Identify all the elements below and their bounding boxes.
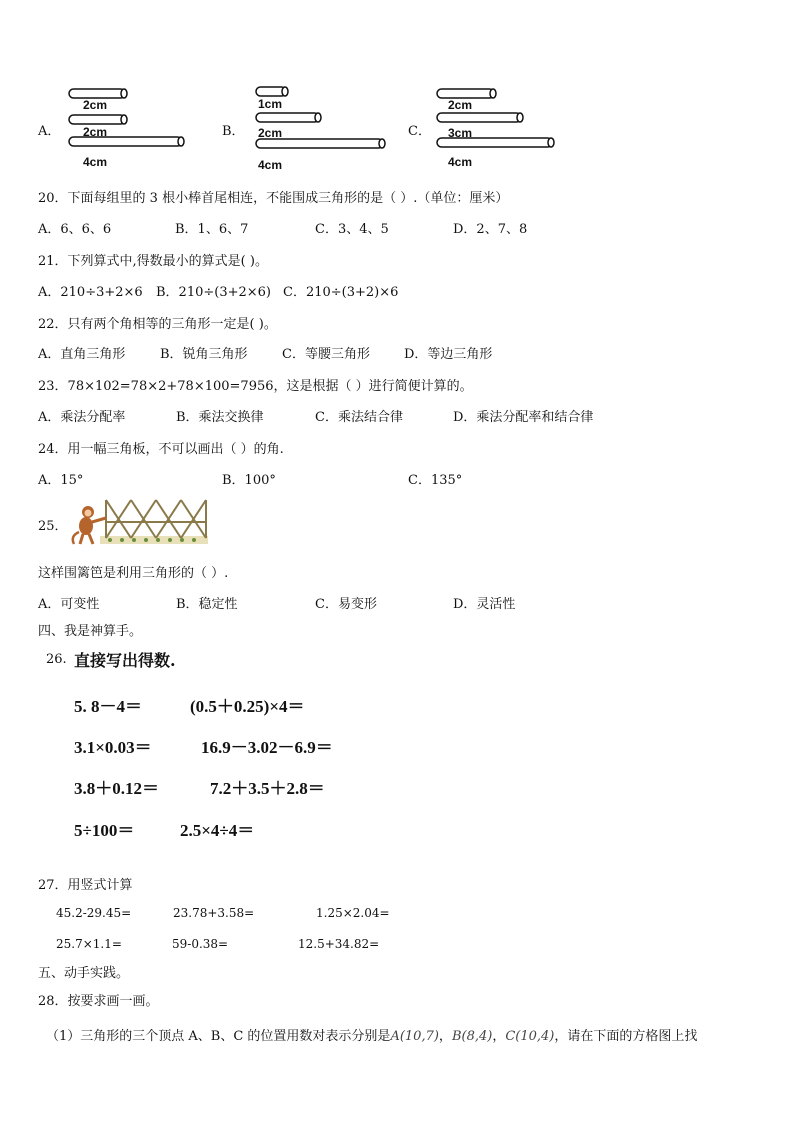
stick-b2 [256,113,319,122]
q20-option-a[interactable]: A．6、6、6 [38,222,112,237]
stick-a2 [69,115,125,124]
q25-number: 25． [38,519,68,534]
q24-text: 24．用一幅三角板，不可以画出（ ）的角. [38,442,284,457]
stick-c3-end [548,138,554,147]
q25-option-b[interactable]: B．稳定性 [176,597,238,612]
q28-sub1-end: ，请在下面的方格图上找 [554,1029,698,1044]
stick-b1-end [282,87,288,96]
stick-b3-end [379,139,385,148]
q20-option-b[interactable]: B．1、6、7 [175,222,249,237]
q28-text: 28．按要求画一画。 [38,994,159,1009]
q27-row2-col3: 12.5+34.82= [298,937,380,951]
stick-a2-end [121,115,127,124]
q28-point-b: B(8,4) [451,1029,493,1044]
q21-option-a[interactable]: A．210÷3+2×6 [38,285,143,300]
q22-text: 22．只有两个角相等的三角形一定是( )。 [38,317,277,332]
q23-text: 23．78×102=78×2+78×100=7956，这是根据（ ）进行简便计算的。 [38,379,473,394]
q19-a-label-3: 4cm [83,155,108,169]
stick-b2-end [315,113,321,122]
q23-option-d[interactable]: D．乘法分配率和结合律 [453,410,594,425]
q27-row1-col2: 23.78+3.58= [173,906,255,920]
fence-lattice [106,500,206,538]
q20-option-c[interactable]: C．3、4、5 [315,222,389,237]
q28-point-c: C(10,4) [505,1029,555,1044]
q23-option-c[interactable]: C．乘法结合律 [315,410,403,425]
q19-b-label-2: 2cm [258,126,283,140]
q27-row2-col2: 59-0.38= [172,937,229,951]
q25-option-a[interactable]: A．可变性 [38,597,100,612]
q26-row4-right: 2.5×4÷4＝ [180,821,255,840]
q26-row3-right: 7.2＋3.5＋2.8＝ [210,779,325,798]
q27-text: 27．用竖式计算 [38,878,133,893]
q24-option-a[interactable]: A．15° [38,473,84,488]
q26-row4-left: 5÷100＝ [74,821,135,840]
q24-option-b[interactable]: B．100° [222,473,276,488]
q20-text: 20．下面每组里的 3 根小棒首尾相连，不能围成三角形的是（ ）.（单位：厘米） [38,191,509,206]
stick-c1 [437,89,494,98]
q19-option-c-letter: C． [408,124,431,139]
q22-option-a[interactable]: A．直角三角形 [38,347,126,362]
section-5-heading: 五、动手实践。 [38,966,130,981]
q24-option-c[interactable]: C．135° [408,473,463,488]
q19-c-label-1: 2cm [448,98,473,112]
q19-a-label-2: 2cm [83,125,108,139]
stick-a1 [69,89,125,98]
q22-option-c[interactable]: C．等腰三角形 [282,347,370,362]
q26-row1-left: 5. 8－4＝ [74,697,142,716]
fence-ground [100,536,208,544]
q19-option-b-letter: B． [222,124,245,139]
q25-option-d[interactable]: D．灵活性 [453,597,516,612]
stick-b3 [256,139,383,148]
q28-sep-2: ， [492,1029,506,1044]
q19-c-label-2: 3cm [448,126,473,140]
q27-row1-col1: 45.2-29.45= [56,906,132,920]
q21-option-b[interactable]: B．210÷(3+2×6) [156,285,272,300]
q27-row1-col3: 1.25×2.04= [316,906,390,920]
q28-sub1-start: （1）三角形的三个顶点 A、B、C 的位置用数对表示分别是 [46,1029,391,1044]
stick-c2 [437,113,521,122]
q19-option-a-letter: A． [38,124,61,139]
q21-option-c[interactable]: C．210÷(3+2)×6 [283,285,399,300]
section-4-heading: 四、我是神算手。 [38,624,143,639]
fence-illustration-image [66,492,212,552]
q19-c-label-3: 4cm [448,155,473,169]
stick-c2-end [517,113,523,122]
q26-number: 26. [46,652,67,667]
stick-c1-end [490,89,496,98]
q26-title: 直接写出得数. [74,651,176,670]
q26-row1-right: (0.5＋0.25)×4＝ [190,697,305,716]
q19-b-label-1: 1cm [258,97,283,111]
q25-option-c[interactable]: C．易变形 [315,597,377,612]
q28-sub1 [46,1025,697,1044]
q22-option-d[interactable]: D．等边三角形 [404,347,493,362]
stick-a3-end [178,137,184,146]
q22-option-b[interactable]: B．锐角三角形 [160,347,248,362]
q19-b-label-3: 4cm [258,158,283,172]
q21-text: 21．下列算式中,得数最小的算式是( )。 [38,254,268,269]
q27-row2-col1: 25.7×1.1= [56,937,122,951]
q26-row3-left: 3.8＋0.12＝ [74,779,159,798]
q26-row2-left: 3.1×0.03＝ [74,738,152,757]
q28-sep-1: ， [438,1029,452,1044]
q25-text: 这样围篱笆是利用三角形的（ ）. [38,566,229,581]
q23-option-a[interactable]: A．乘法分配率 [38,410,126,425]
q28-point-a: A(10,7) [390,1029,439,1044]
q26-row2-right: 16.9－3.02－6.9＝ [201,738,333,757]
q20-option-d[interactable]: D．2、7、8 [453,222,528,237]
stick-a1-end [121,89,127,98]
q19-a-label-1: 2cm [83,98,108,112]
q23-option-b[interactable]: B．乘法交换律 [176,410,264,425]
